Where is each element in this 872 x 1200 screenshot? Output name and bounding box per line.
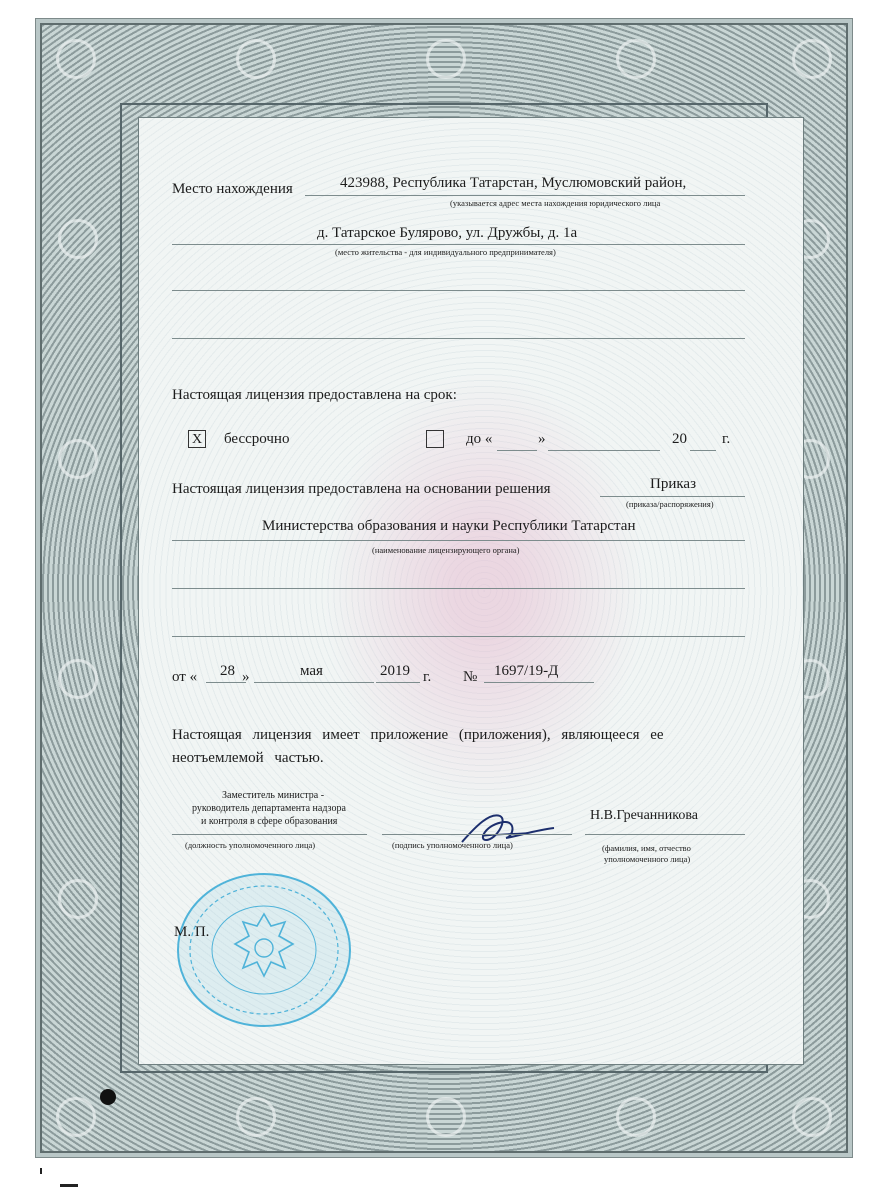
frame-ornament [792, 1097, 832, 1137]
authority-rule [172, 540, 745, 541]
decision-type: Приказ [650, 476, 697, 492]
location-line2-rule [172, 244, 745, 245]
appendix-line2: неотъемлемой частью. [172, 750, 324, 766]
frame-ornament [58, 879, 98, 919]
decision-type-rule [600, 496, 745, 497]
term-label: Настоящая лицензия предоставлена на срок: [172, 387, 457, 403]
unlimited-option-label: бессрочно [224, 431, 290, 447]
frame-ornament [236, 1097, 276, 1137]
name-rule [585, 834, 745, 835]
until-year-rule [690, 450, 716, 451]
frame-ornament [58, 439, 98, 479]
scan-speck [60, 1184, 78, 1187]
location-hint1: (указывается адрес места нахождения юридического лица [450, 198, 661, 208]
basis-label: Настоящая лицензия предоставлена на основании решения [172, 481, 551, 497]
name-hint1: (фамилия, имя, отчество [602, 843, 691, 853]
location-address-line1: 423988, Республика Татарстан, Муслюмовский район, [340, 175, 687, 191]
signature-rule [382, 834, 572, 835]
frame-ornament [792, 39, 832, 79]
decision-day: 28 [220, 663, 235, 679]
blank-rule [172, 338, 745, 339]
frame-ornament [616, 39, 656, 79]
frame-ornament [426, 1097, 466, 1137]
frame-ornament [58, 659, 98, 699]
frame-ornament [426, 39, 466, 79]
location-address-line2: д. Татарское Булярово, ул. Дружбы, д. 1а [317, 225, 578, 241]
blank-rule [172, 636, 745, 637]
until-date-checkbox[interactable] [426, 430, 444, 448]
position-rule [172, 834, 367, 835]
decision-day-close: » [242, 669, 250, 685]
blank-rule [172, 588, 745, 589]
stamp-place-label: М. П. [174, 924, 210, 940]
frame-ornament [56, 39, 96, 79]
until-date-quote: » [538, 431, 546, 447]
until-year-prefix: 20 [672, 431, 687, 447]
frame-ornament [236, 39, 276, 79]
position-hint: (должность уполномоченного лица) [185, 840, 316, 850]
punch-hole [100, 1089, 116, 1105]
signatory-position-line3: и контроля в сфере образования [201, 816, 338, 827]
blank-rule [172, 290, 745, 291]
until-date-prefix: до « [466, 431, 493, 447]
appendix-line1: Настоящая лицензия имеет приложение (приложения), являющееся ее [172, 727, 664, 743]
signatory-position-line1: Заместитель министра - [222, 790, 325, 801]
decision-month: мая [300, 663, 323, 679]
licensing-authority: Министерства образования и науки Республики Татарстан [262, 518, 636, 534]
until-month-rule [548, 450, 660, 451]
signatory-position-line2: руководитель департамента надзора [192, 803, 346, 814]
decision-year-suffix: г. [423, 669, 432, 685]
decision-date-prefix: от « [172, 669, 198, 685]
location-line1-rule [305, 195, 745, 196]
until-year-suffix: г. [722, 431, 731, 447]
scan-speck [40, 1168, 42, 1174]
frame-ornament [616, 1097, 656, 1137]
decision-number-sign: № [463, 669, 478, 685]
unlimited-checkbox[interactable]: X [188, 430, 206, 448]
authority-hint: (наименование лицензирующего органа) [372, 545, 520, 555]
until-day-rule [497, 450, 537, 451]
frame-ornament [58, 219, 98, 259]
frame-ornament [56, 1097, 96, 1137]
location-label: Место нахождения [172, 181, 293, 197]
decision-year-rule [376, 682, 420, 683]
decision-number: 1697/19-Д [494, 663, 559, 679]
signature-hint: (подпись уполномоченного лица) [392, 840, 513, 850]
location-hint2: (место жительства - для индивидуального предпринимателя) [335, 247, 556, 257]
signatory-name: Н.В.Гречанникова [590, 808, 698, 823]
decision-type-hint: (приказа/распоряжения) [626, 499, 714, 509]
name-hint2: уполномоченного лица) [604, 854, 691, 864]
decision-number-rule [484, 682, 594, 683]
official-seal [175, 870, 353, 1030]
decision-month-rule [254, 682, 374, 683]
decision-year: 2019 [380, 663, 410, 679]
decision-day-rule [206, 682, 246, 683]
